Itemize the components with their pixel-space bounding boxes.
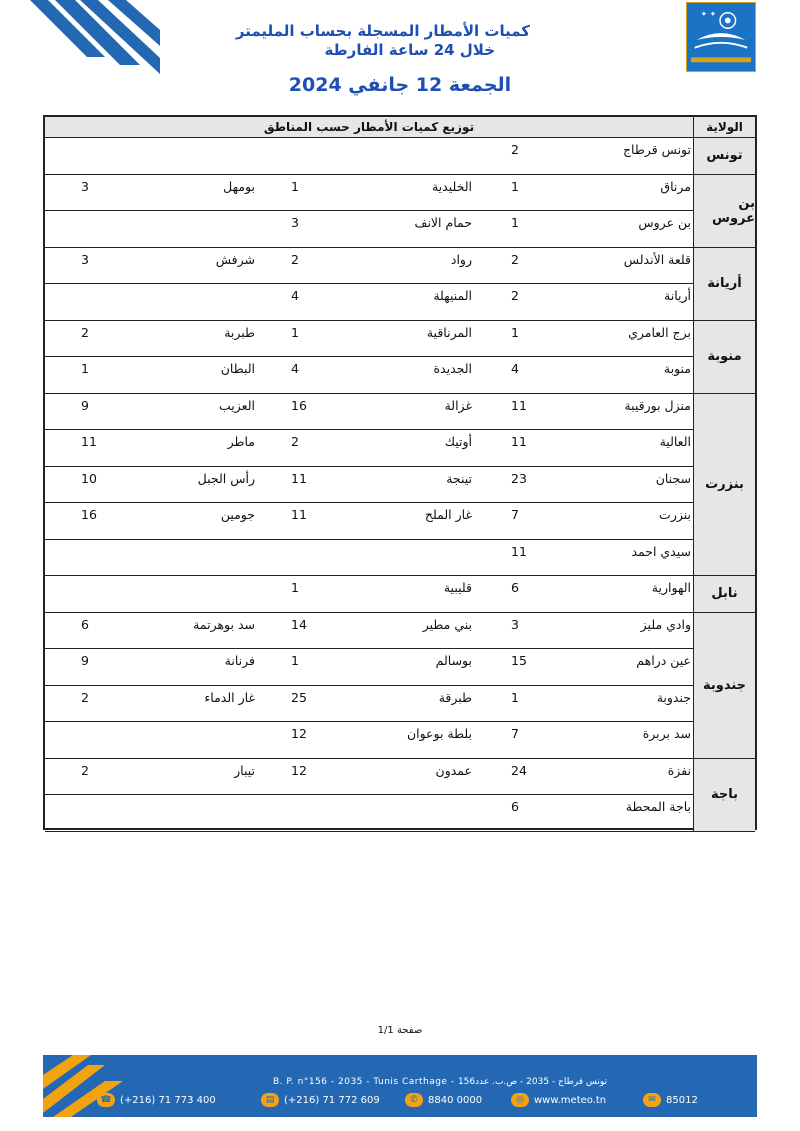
rainfall-value: 16	[81, 507, 97, 522]
station-name: باجة المحطة	[625, 799, 691, 814]
rainfall-value: 2	[511, 288, 519, 303]
footer-contact-label: (+216) 71 773 400	[120, 1095, 216, 1106]
row-divider	[45, 283, 693, 284]
rainfall-value: 3	[81, 178, 89, 194]
report-title: كميات الأمطار المسجلة بحساب المليمتر	[235, 22, 530, 40]
phone-icon: ☎	[97, 1093, 115, 1107]
rainfall-value: 3	[81, 251, 89, 267]
row-divider	[45, 758, 693, 759]
rainfall-value: 11	[511, 434, 527, 449]
inm-logo	[686, 2, 756, 72]
rainfall-value: 1	[291, 324, 299, 340]
rainfall-value: 1	[291, 580, 299, 595]
rainfall-value: 11	[511, 397, 527, 413]
rainfall-table	[43, 115, 757, 830]
rainfall-value: 11	[511, 543, 527, 559]
station-name: سيدي احمد	[631, 543, 691, 559]
station-name: مرناق	[660, 178, 691, 194]
station-name: ماطر	[227, 434, 255, 449]
header-zones: توزيع كميات الأمطار حسب المناطق	[263, 120, 475, 134]
wilaya-cell: بن عروس	[694, 175, 755, 248]
station-name: شرفش	[215, 251, 255, 267]
hotline-icon: ✆	[405, 1093, 423, 1107]
rainfall-value: 6	[81, 616, 89, 632]
station-name: تونس قرطاج	[622, 142, 691, 157]
rainfall-value: 23	[511, 470, 527, 486]
station-name: سد بربرة	[642, 726, 691, 741]
rainfall-value: 6	[511, 580, 519, 595]
row-divider	[45, 721, 693, 722]
station-name: سد بوهرتمة	[193, 616, 255, 632]
wilaya-cell: منوبة	[694, 321, 755, 394]
rainfall-value: 10	[81, 470, 97, 486]
rainfall-value: 1	[81, 361, 89, 376]
rainfall-value: 2	[291, 434, 299, 449]
rainfall-value: 4	[291, 361, 299, 376]
station-name: البطان	[220, 361, 255, 376]
sms-icon: ✉	[643, 1093, 661, 1107]
rainfall-value: 3	[511, 616, 519, 632]
wilaya-cell: تونس	[694, 138, 755, 175]
station-name: فرنانة	[224, 653, 255, 668]
station-name: الهوارية	[651, 580, 691, 595]
rainfall-value: 1	[291, 178, 299, 194]
rainfall-value: 2	[511, 251, 519, 267]
footer-contact	[511, 1092, 606, 1110]
row-divider	[45, 174, 693, 175]
station-name: برج العامري	[628, 324, 691, 340]
station-name: العزيب	[219, 397, 255, 413]
rainfall-value: 12	[291, 726, 307, 741]
row-divider	[45, 466, 693, 467]
station-name: سجنان	[655, 470, 691, 486]
rainfall-value: 2	[81, 762, 89, 778]
station-name: رأس الجبل	[197, 470, 255, 486]
row-divider	[45, 393, 693, 394]
station-name: المنيهلة	[433, 288, 472, 303]
station-name: منزل بورقيبة	[624, 397, 691, 413]
row-divider	[45, 794, 693, 795]
station-name: المرناقية	[426, 324, 472, 340]
row-divider	[45, 502, 693, 503]
wilaya-cell: جندوبة	[694, 613, 755, 759]
rainfall-value: 2	[81, 324, 89, 340]
station-name: تينجة	[446, 470, 472, 486]
rainfall-value: 2	[511, 142, 519, 157]
fax-icon: ▤	[261, 1093, 279, 1107]
rainfall-value: 11	[291, 507, 307, 522]
station-name: بنزرت	[659, 507, 691, 522]
row-divider	[45, 685, 693, 686]
station-name: جندوبة	[656, 689, 691, 705]
wilaya-cell: نابل	[694, 576, 755, 613]
station-name: غزالة	[444, 397, 472, 413]
row-divider	[45, 356, 693, 357]
rainfall-value: 4	[291, 288, 299, 303]
rainfall-value: 1	[511, 689, 519, 705]
report-subtitle: خلال 24 ساعة الفارطة	[324, 41, 495, 59]
station-name: وادي مليز	[640, 616, 691, 632]
footer-contact-label: 85012	[666, 1095, 698, 1106]
footer-contact	[261, 1092, 380, 1110]
footer-contact-label: www.meteo.tn	[534, 1095, 607, 1106]
rainfall-value: 3	[291, 215, 299, 230]
rainfall-value: 9	[81, 653, 89, 668]
station-name: العالية	[659, 434, 691, 449]
station-name: قليبية	[443, 580, 472, 595]
wilaya-cell: باجة	[694, 759, 755, 832]
station-name: بني مطير	[422, 616, 472, 632]
station-name: منوبة	[663, 361, 691, 376]
rainfall-value: 14	[291, 616, 307, 632]
header-wilaya: الولاية	[706, 120, 743, 134]
wilaya-cell: بنزرت	[694, 394, 755, 577]
rainfall-value: 6	[511, 799, 519, 814]
footer-contact	[643, 1092, 698, 1110]
rainfall-value: 25	[291, 689, 307, 705]
footer-contact	[405, 1092, 482, 1110]
footer-address: B. P. n°156 - 2035 - Tunis Carthage - تونس قرطاج - 2035 - ص.ب. عدد156	[273, 1077, 607, 1087]
rainfall-value: 12	[291, 762, 307, 778]
station-name: غار الدماء	[204, 689, 255, 705]
station-name: غار الملح	[424, 507, 472, 522]
rainfall-value: 1	[511, 324, 519, 340]
rainfall-value: 1	[511, 178, 519, 194]
rainfall-value: 2	[81, 689, 89, 705]
row-divider	[45, 575, 693, 576]
rainfall-value: 1	[291, 653, 299, 668]
rainfall-value: 1	[511, 215, 519, 230]
station-name: بلطة بوعوان	[406, 726, 472, 741]
rainfall-value: 4	[511, 361, 519, 376]
rainfall-value: 2	[291, 251, 299, 267]
row-divider	[45, 210, 693, 211]
footer-bar	[43, 1055, 757, 1117]
wilaya-cell: أريانة	[694, 248, 755, 321]
footer-contact	[97, 1092, 216, 1110]
station-name: أوتيك	[444, 434, 472, 449]
corner-stripes-decoration	[0, 0, 160, 85]
rainfall-value: 15	[511, 653, 527, 668]
rainfall-value: 11	[291, 470, 307, 486]
station-name: عين دراهم	[636, 653, 691, 668]
station-name: أريانة	[664, 288, 691, 303]
row-divider	[45, 612, 693, 613]
rainfall-value: 16	[291, 397, 307, 413]
station-name: نفزة	[667, 762, 691, 778]
station-name: الخليدية	[431, 178, 472, 194]
station-name: حمام الانف	[414, 215, 472, 230]
station-name: بومهل	[223, 178, 255, 194]
row-divider	[45, 247, 693, 248]
station-name: جومين	[220, 507, 255, 522]
station-name: بن عروس	[638, 215, 691, 230]
row-divider	[45, 429, 693, 430]
station-name: رواد	[450, 251, 472, 267]
station-name: تيبار	[234, 762, 255, 778]
rainfall-value: 9	[81, 397, 89, 413]
rainfall-value: 24	[511, 762, 527, 778]
station-name: طبرقة	[438, 689, 472, 705]
row-divider	[45, 648, 693, 649]
footer-contact-label: (+216) 71 772 609	[284, 1095, 380, 1106]
rainfall-value: 7	[511, 726, 519, 741]
row-divider	[45, 831, 693, 832]
report-date: الجمعة 12 جانفي 2024	[288, 74, 512, 96]
station-name: بوسالم	[435, 653, 472, 668]
rainfall-value: 7	[511, 507, 519, 522]
web-icon: ◎	[511, 1093, 529, 1107]
rainfall-value: 11	[81, 434, 97, 449]
row-divider	[45, 539, 693, 540]
page-number: صفحة 1/1	[377, 1025, 423, 1036]
footer-contact-label: 8840 0000	[428, 1095, 483, 1106]
row-divider	[45, 320, 693, 321]
svg-text:✦ ✦: ✦ ✦	[700, 9, 717, 19]
station-name: قلعة الأندلس	[623, 251, 691, 267]
station-name: طبربة	[224, 324, 255, 340]
station-name: الجديدة	[433, 361, 472, 376]
station-name: عمدون	[435, 762, 472, 778]
